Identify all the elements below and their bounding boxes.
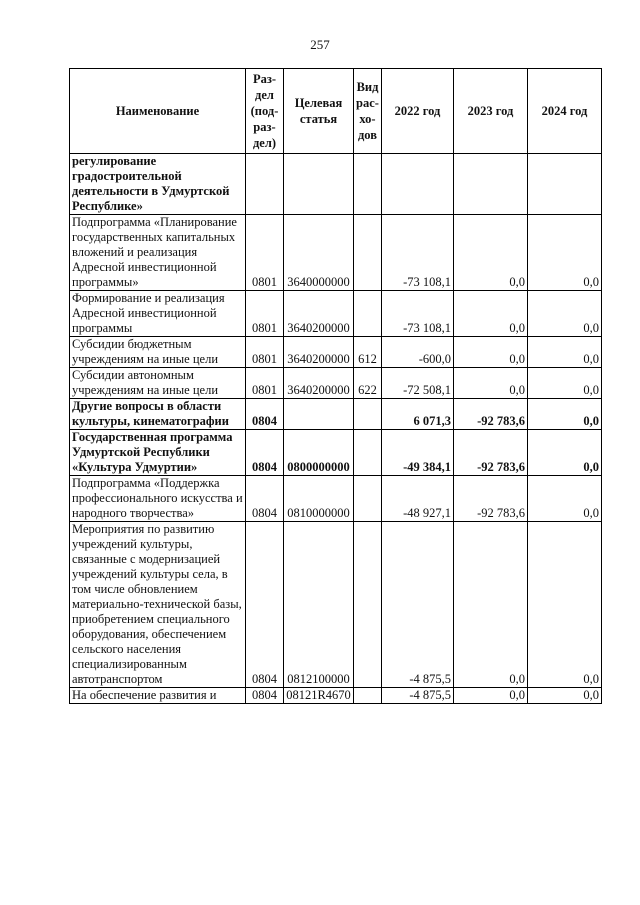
- row-target: 0810000000: [284, 476, 354, 522]
- header-2024: 2024 год: [528, 69, 602, 154]
- row-2023: [454, 154, 528, 215]
- row-expense-type: [354, 399, 382, 430]
- row-expense-type: [354, 476, 382, 522]
- row-name: На обеспечение развития и: [70, 688, 246, 704]
- header-name: Наименование: [70, 69, 246, 154]
- row-target: 3640200000: [284, 291, 354, 337]
- row-section: 0801: [246, 215, 284, 291]
- header-section: Раз- дел (под- раз- дел): [246, 69, 284, 154]
- table-row: [70, 430, 602, 476]
- table-row: [70, 291, 602, 337]
- row-2022: 6 071,3: [382, 399, 454, 430]
- table-row: [70, 522, 602, 688]
- row-expense-type: [354, 154, 382, 215]
- row-2022: -4 875,5: [382, 688, 454, 704]
- row-name: регулирование градостроительной деятельности в Удмуртской Республике»: [70, 154, 246, 215]
- table-row: [70, 399, 602, 430]
- row-section: [246, 154, 284, 215]
- header-row: [70, 69, 602, 154]
- row-section: 0801: [246, 337, 284, 368]
- row-expense-type: 622: [354, 368, 382, 399]
- row-2024: 0,0: [528, 430, 602, 476]
- row-2022: -73 108,1: [382, 215, 454, 291]
- row-target: 0812100000: [284, 522, 354, 688]
- row-name: Подпрограмма «Поддержка профессионального искусства и народного творчества»: [70, 476, 246, 522]
- row-2024: 0,0: [528, 368, 602, 399]
- row-target: 0800000000: [284, 430, 354, 476]
- row-2023: 0,0: [454, 688, 528, 704]
- row-name: Другие вопросы в области культуры, кинематографии: [70, 399, 246, 430]
- row-2024: [528, 154, 602, 215]
- row-section: 0804: [246, 430, 284, 476]
- header-expense-type: Вид рас- хо- дов: [354, 69, 382, 154]
- row-target: 3640200000: [284, 368, 354, 399]
- row-expense-type: [354, 522, 382, 688]
- row-2023: 0,0: [454, 368, 528, 399]
- row-2024: 0,0: [528, 337, 602, 368]
- row-section: 0804: [246, 476, 284, 522]
- row-name: Государственная программа Удмуртской Республики «Культура Удмуртии»: [70, 430, 246, 476]
- row-2024: 0,0: [528, 688, 602, 704]
- row-target: 3640000000: [284, 215, 354, 291]
- row-2024: 0,0: [528, 476, 602, 522]
- row-2023: -92 783,6: [454, 476, 528, 522]
- row-2022: -49 384,1: [382, 430, 454, 476]
- row-name: Субсидии бюджетным учреждениям на иные цели: [70, 337, 246, 368]
- row-section: 0801: [246, 291, 284, 337]
- table-row: [70, 154, 602, 215]
- row-section: 0804: [246, 688, 284, 704]
- row-2022: -72 508,1: [382, 368, 454, 399]
- row-2022: -48 927,1: [382, 476, 454, 522]
- row-2023: 0,0: [454, 522, 528, 688]
- row-2023: 0,0: [454, 291, 528, 337]
- row-target: [284, 399, 354, 430]
- row-target: [284, 154, 354, 215]
- table-row: [70, 215, 602, 291]
- row-2024: 0,0: [528, 399, 602, 430]
- row-2022: -600,0: [382, 337, 454, 368]
- table-row: [70, 688, 602, 704]
- row-expense-type: [354, 688, 382, 704]
- row-2023: 0,0: [454, 337, 528, 368]
- row-expense-type: [354, 215, 382, 291]
- row-name: Подпрограмма «Планирование государственных капитальных вложений и реализация Адресной инвестиционной программы»: [70, 215, 246, 291]
- row-2023: 0,0: [454, 215, 528, 291]
- header-2023: 2023 год: [454, 69, 528, 154]
- row-2024: 0,0: [528, 522, 602, 688]
- header-target: Целевая статья: [284, 69, 354, 154]
- row-expense-type: [354, 430, 382, 476]
- row-2024: 0,0: [528, 291, 602, 337]
- row-section: 0801: [246, 368, 284, 399]
- row-2022: -73 108,1: [382, 291, 454, 337]
- row-2023: -92 783,6: [454, 430, 528, 476]
- row-expense-type: [354, 291, 382, 337]
- row-2023: -92 783,6: [454, 399, 528, 430]
- row-2022: -4 875,5: [382, 522, 454, 688]
- row-2022: [382, 154, 454, 215]
- row-name: Мероприятия по развитию учреждений культуры, связанные с модернизацией учреждений культуры села, в том числе обновлением материально-технической базы, приобретением специального оборудования, обеспечением сельского населения специализированным автотранспортом: [70, 522, 246, 688]
- row-target: 08121R4670: [284, 688, 354, 704]
- row-expense-type: 612: [354, 337, 382, 368]
- table-row: [70, 337, 602, 368]
- budget-table: [69, 68, 602, 704]
- row-name: Формирование и реализация Адресной инвестиционной программы: [70, 291, 246, 337]
- row-section: 0804: [246, 522, 284, 688]
- header-2022: 2022 год: [382, 69, 454, 154]
- row-name: Субсидии автономным учреждениям на иные цели: [70, 368, 246, 399]
- page-number: 257: [310, 37, 330, 52]
- row-target: 3640200000: [284, 337, 354, 368]
- table-row: [70, 368, 602, 399]
- table-row: [70, 476, 602, 522]
- row-section: 0804: [246, 399, 284, 430]
- row-2024: 0,0: [528, 215, 602, 291]
